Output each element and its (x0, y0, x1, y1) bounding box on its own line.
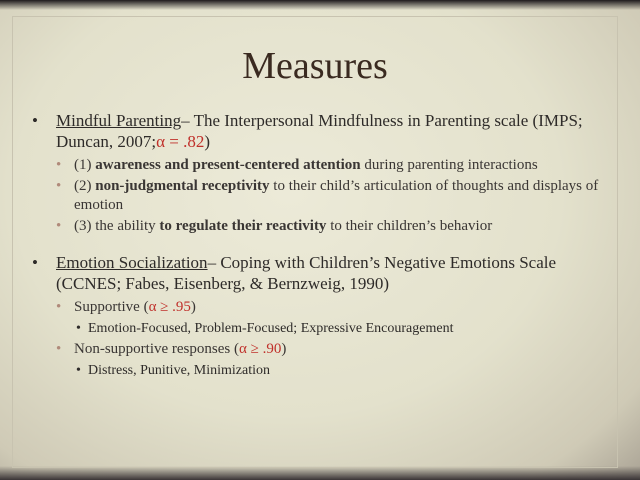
detail-marker: • (76, 321, 81, 336)
bullet-dot: • (32, 253, 38, 272)
slide-title: Measures (242, 45, 388, 87)
sub-bullet-marker: • (56, 341, 62, 357)
bullet-emotion-socialization (32, 252, 612, 294)
spacer (32, 236, 612, 252)
detail-text: Distress, Punitive, Minimization (88, 363, 270, 378)
sub-close: ) (190, 299, 196, 315)
bullet-text: – Coping with Children’s Negative Emotions Scale (CCNES; Fabes, Eisenberg, & Bernzweig, 1990) (56, 253, 557, 293)
sub-post: to their children’s behavior (326, 218, 493, 234)
sub-bold: non-judgmental receptivity (95, 178, 270, 194)
detail-nonsupportive (32, 362, 612, 380)
sub-bold: awareness and present-centered attention (95, 157, 361, 173)
sub-pre: (1) (74, 157, 96, 173)
bullet-heading: Mindful Parenting (56, 111, 182, 130)
bullet-heading: Emotion Socialization (56, 253, 208, 272)
sub-list-mindful (32, 156, 612, 236)
detail-text: Emotion-Focused, Problem-Focused; Expressive Encouragement (88, 321, 454, 336)
sub-label: Supportive ( (74, 299, 149, 315)
sub-bullet-marker: • (56, 299, 62, 315)
sub-bullet-marker: • (56, 218, 62, 234)
sub-bullet-supportive (32, 298, 612, 317)
sub-pre: (2) (74, 178, 96, 194)
alpha-value: α = .82 (156, 132, 205, 151)
sub-bullet-nonsupportive (32, 340, 612, 359)
sub-bullet-marker: • (56, 178, 62, 194)
screen-edge-bottom (0, 466, 640, 480)
detail-supportive (32, 320, 612, 338)
sub-list-emotion (32, 298, 612, 380)
sub-bullet-3 (32, 217, 612, 236)
detail-marker: • (76, 363, 81, 378)
sub-bold: to regulate their reactivity (159, 218, 327, 234)
screen-edge-top (0, 0, 640, 10)
bullet-dot: • (32, 111, 38, 130)
sub-close: ) (281, 341, 287, 357)
sub-post: to their child’s articulation of thoughts and displays of emotion (74, 178, 599, 213)
bullet-close: ) (204, 132, 211, 151)
alpha-value: α ≥ .90 (238, 341, 282, 357)
slide-content (32, 110, 612, 380)
sub-bullet-marker: • (56, 157, 62, 173)
sub-pre: (3) the ability (74, 218, 160, 234)
sub-bullet-1 (32, 156, 612, 175)
sub-bullet-2 (32, 177, 612, 215)
bullet-text: – The Interpersonal Mindfulness in Parenting scale (IMPS; Duncan, 2007; (56, 111, 583, 151)
alpha-value: α ≥ .95 (148, 299, 191, 315)
bullet-mindful-parenting (32, 110, 612, 152)
sub-label: Non-supportive responses ( (74, 341, 239, 357)
sub-post: during parenting interactions (360, 157, 538, 173)
